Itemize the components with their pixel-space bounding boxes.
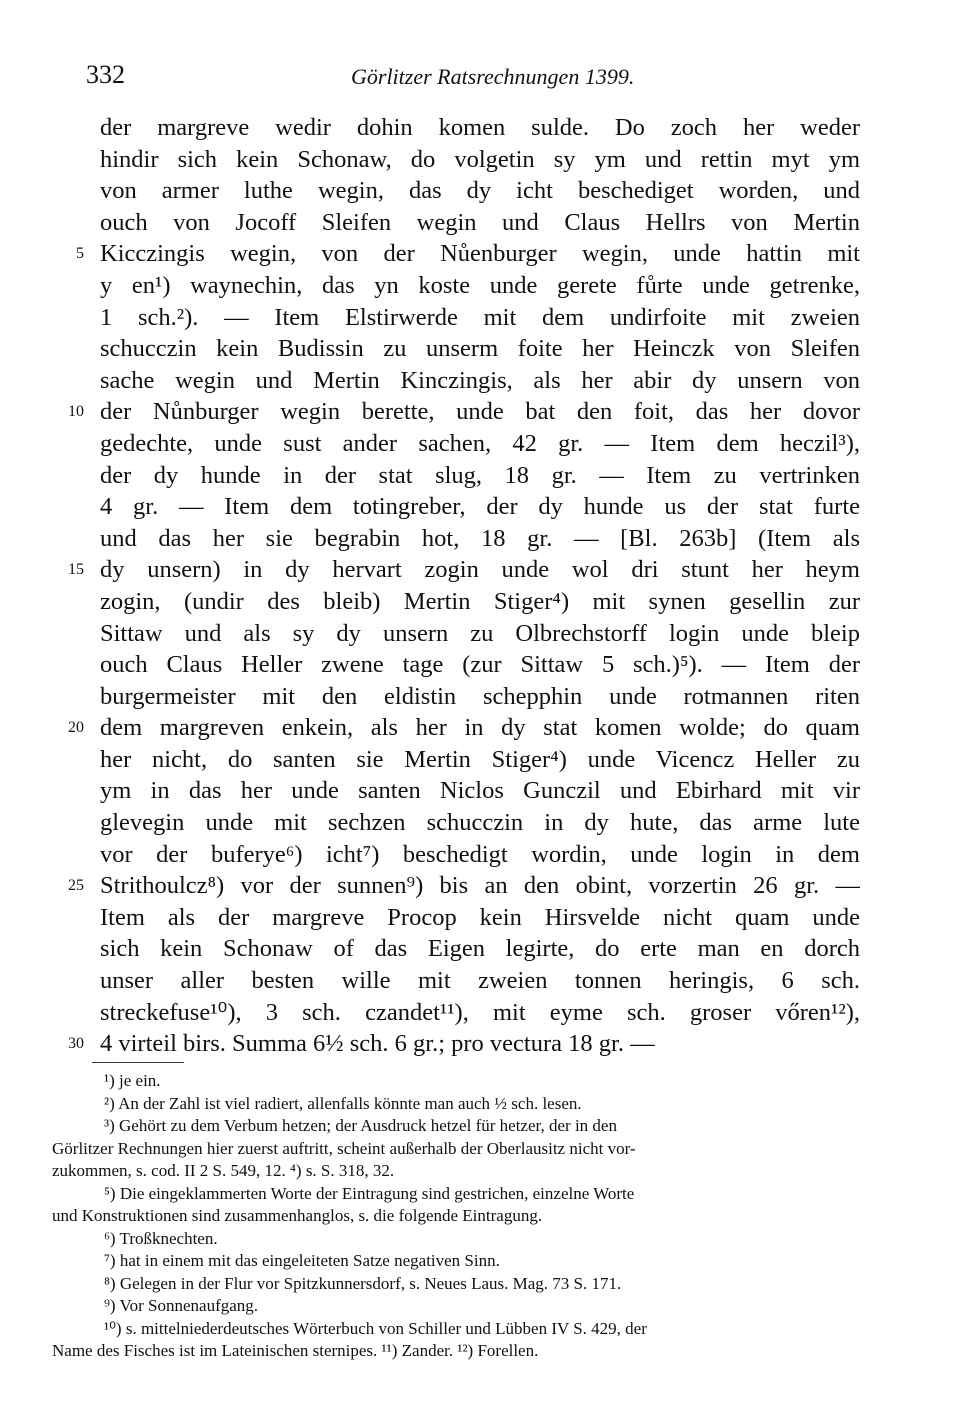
line-text: der Nůnburger wegin berette, unde bat den foit, das her dovor	[100, 398, 860, 426]
text-line	[100, 618, 860, 650]
text-line	[68, 554, 860, 586]
line-text: von armer luthe wegin, das dy icht beschediget worden, und	[100, 177, 860, 205]
line-text: burgermeister mit den eldistin schepphin unde rotmannen riten	[100, 682, 860, 710]
line-text: der dy hunde in der stat slug, 18 gr. — Item zu vertrinken	[100, 461, 860, 489]
line-text: unser aller besten wille mit zweien tonnen heringis, 6 sch.	[100, 967, 860, 995]
footnote-line: ¹⁰) s. mittelniederdeutsches Wörterbuch von Schiller und Lübben IV S. 429, der	[104, 1318, 647, 1338]
text-line	[100, 681, 860, 713]
footnote-divider	[92, 1062, 184, 1063]
line-text: 1 sch.²). — Item Elstirwerde mit dem undirfoite mit zweien	[100, 303, 860, 331]
line-text: Strithoulcz⁸) vor der sunnen⁹) bis an den obint, vorzertin 26 gr. —	[100, 872, 860, 900]
line-text: 4 virteil birs. Summa 6½ sch. 6 gr.; pro vectura 18 gr. —	[100, 1030, 655, 1058]
line-text: y en¹) waynechin, das yn koste unde gerete fůrte unde getrenke,	[100, 271, 860, 299]
line-text: und das her sie begrabin hot, 18 gr. — [Bl. 263b] (Item als	[100, 524, 860, 552]
footnote-line: ⁹) Vor Sonnenaufgang.	[104, 1296, 259, 1315]
line-number: 15	[68, 561, 84, 579]
line-text: streckefuse¹⁰), 3 sch. czandet¹¹), mit eyme sch. groser vőren¹²),	[100, 998, 860, 1026]
footnote-line: ⁷) hat in einem mit das eingeleiteten Satze negativen Sinn.	[104, 1251, 500, 1270]
text-line	[76, 238, 860, 270]
footnote-line: ³) Gehört zu dem Verbum hetzen; der Ausdruck hetzel für hetzer, der in den	[104, 1116, 617, 1135]
text-line	[100, 428, 860, 460]
line-text: dy unsern) in dy hervart zogin unde wol dri stunt her heym	[100, 556, 860, 584]
text-line	[100, 649, 860, 681]
text-line	[100, 902, 860, 934]
main-text	[68, 112, 860, 1060]
text-line	[100, 460, 860, 492]
text-line	[100, 270, 860, 302]
line-text: hindir sich kein Schonaw, do volgetin sy ym und rettin myt ym	[100, 145, 860, 173]
line-text: schucczin kein Budissin zu unserm foite her Heinczk von Sleifen	[100, 335, 860, 363]
line-text: vor der buferye⁶) icht⁷) beschedigt wordin, unde login in dem	[100, 840, 860, 868]
text-line	[100, 112, 860, 144]
text-line	[68, 870, 860, 902]
text-line	[100, 997, 860, 1029]
line-text: sich kein Schonaw of das Eigen legirte, do erte man en dorch	[100, 935, 860, 963]
footnote-line: ²) An der Zahl ist viel radiert, allenfalls könnte man auch ½ sch. lesen.	[104, 1093, 582, 1113]
footnote-line: Name des Fisches ist im Lateinischen sternipes. ¹¹) Zander. ¹²) Forellen.	[52, 1341, 539, 1360]
line-text: 4 gr. — Item dem totingreber, der dy hunde us der stat furte	[100, 493, 860, 521]
text-line	[68, 1028, 860, 1060]
text-line	[100, 207, 860, 239]
text-line	[100, 839, 860, 871]
line-text: der margreve wedir dohin komen sulde. Do zoch her weder	[100, 114, 860, 141]
footnotes	[52, 1070, 822, 1363]
footnote-line: ⁶) Troßknechten.	[104, 1228, 218, 1248]
footnote-line: und Konstruktionen sind zusammenhanglos, s. die folgende Eintragung.	[52, 1206, 543, 1225]
text-line	[100, 365, 860, 397]
line-text: Kicczingis wegin, von der Nůenburger wegin, unde hattin mit	[100, 240, 860, 268]
text-line	[100, 302, 860, 334]
line-number: 25	[68, 877, 84, 895]
line-text: zogin, (undir des bleib) Mertin Stiger⁴) mit synen gesellin zur	[100, 587, 860, 615]
text-line	[100, 807, 860, 839]
line-text: dem margreven enkein, als her in dy stat komen wolde; do quam	[100, 714, 860, 742]
text-line	[68, 712, 860, 744]
text-line	[100, 586, 860, 618]
page-number: 332	[86, 60, 125, 89]
line-number: 30	[68, 1035, 84, 1053]
footnote-line: zukommen, s. cod. II 2 S. 549, 12. ⁴) s. S. 318, 32.	[52, 1161, 395, 1180]
line-text: glevegin unde mit sechzen schucczin in dy hute, das arme lute	[100, 809, 860, 837]
text-line	[100, 933, 860, 965]
line-number: 10	[68, 403, 84, 421]
running-title: Görlitzer Ratsrechnungen 1399.	[351, 64, 635, 89]
text-line	[100, 523, 860, 555]
footnote-line: Görlitzer Rechnungen hier zuerst auftritt, scheint außerhalb der Oberlausitz nicht vor-	[52, 1138, 636, 1158]
line-number: 20	[68, 719, 84, 737]
line-text: ym in das her unde santen Niclos Gunczil und Ebirhard mit vir	[100, 777, 860, 805]
line-text: Sittaw und als sy dy unsern zu Olbrechstorff login unde bleip	[100, 619, 860, 647]
page-header	[86, 60, 866, 94]
footnote-line: ¹) je ein.	[104, 1071, 161, 1090]
line-number: 5	[76, 245, 84, 263]
line-text: sache wegin und Mertin Kinczingis, als her abir dy unsern von	[100, 366, 860, 394]
line-text: ouch Claus Heller zwene tage (zur Sittaw 5 sch.)⁵). — Item der	[100, 651, 860, 679]
line-text: her nicht, do santen sie Mertin Stiger⁴) unde Vicencz Heller zu	[100, 745, 860, 773]
text-line	[100, 491, 860, 523]
text-line	[100, 744, 860, 776]
line-text: Item als der margreve Procop kein Hirsvelde nicht quam unde	[100, 903, 860, 931]
footnote-line: ⁵) Die eingeklammerten Worte der Eintragung sind gestrichen, einzelne Worte	[104, 1183, 635, 1203]
text-line	[100, 965, 860, 997]
line-text: gedechte, unde sust ander sachen, 42 gr. — Item dem heczil³),	[100, 429, 860, 457]
line-text: ouch von Jocoff Sleifen wegin und Claus Hellrs von Mertin	[100, 208, 860, 236]
text-line	[100, 175, 860, 207]
footnote-line: ⁸) Gelegen in der Flur vor Spitzkunnersdorf, s. Neues Laus. Mag. 73 S. 171.	[104, 1273, 622, 1293]
text-line	[100, 775, 860, 807]
text-line	[100, 144, 860, 176]
text-line	[100, 333, 860, 365]
text-line	[68, 396, 860, 428]
